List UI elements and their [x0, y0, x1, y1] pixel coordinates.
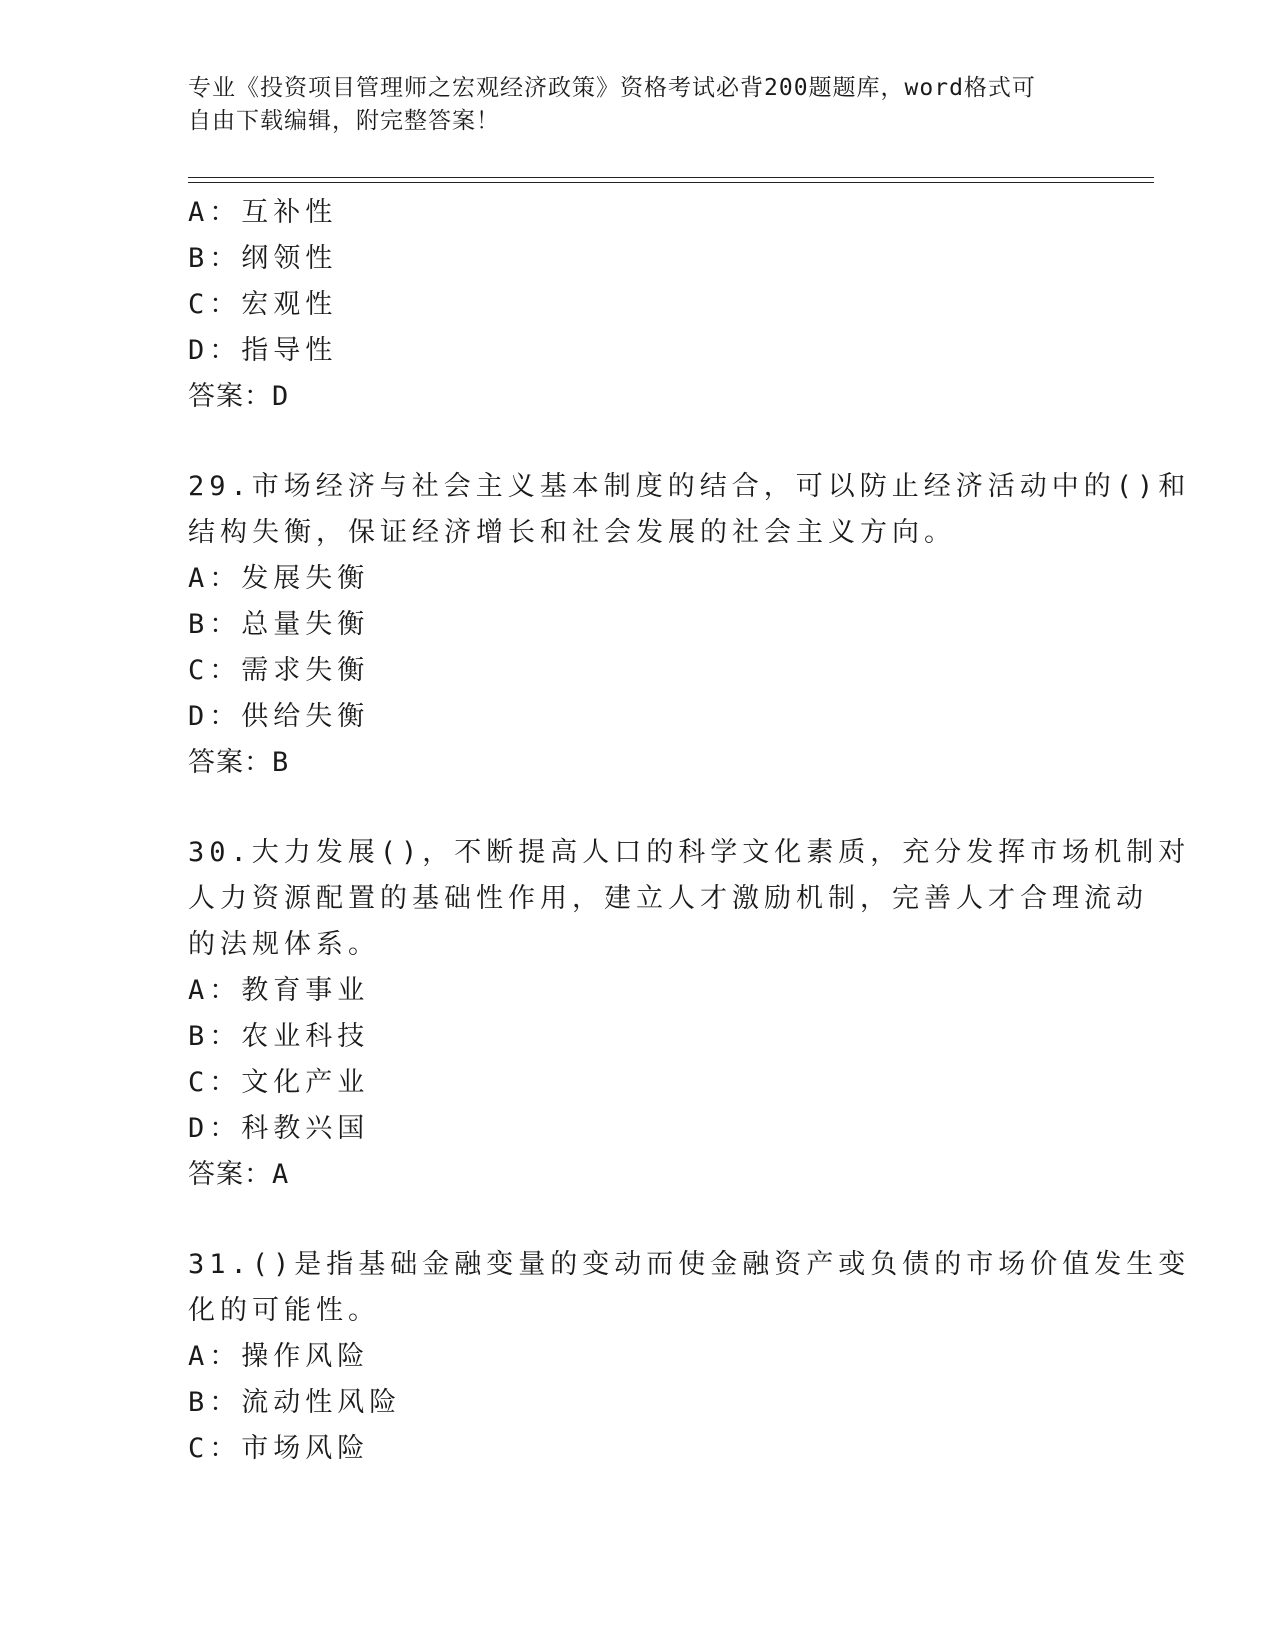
option-b: B：农业科技 [188, 1021, 370, 1052]
header-line-1: 专业《投资项目管理师之宏观经济政策》资格考试必背200题题库，word格式可 [188, 75, 1036, 101]
header-line-2: 自由下载编辑，附完整答案！ [188, 108, 500, 134]
question-text-line: 人力资源配置的基础性作用，建立人才激励机制，完善人才合理流动 [188, 883, 1148, 914]
option-d: D：供给失衡 [188, 701, 370, 732]
question-text-line: 31.()是指基础金融变量的变动而使金融资产或负债的市场价值发生变 [188, 1249, 1191, 1280]
answer-line: 答案：A [188, 1159, 290, 1190]
question-spacer [188, 786, 1088, 830]
option-a: A：教育事业 [188, 975, 370, 1006]
question-31 [188, 1242, 1191, 1472]
option-b: B：总量失衡 [188, 609, 370, 640]
question-30 [188, 830, 1191, 1198]
option-a: A：操作风险 [188, 1341, 370, 1372]
option-c: C：宏观性 [188, 289, 338, 320]
question-text-line: 结构失衡，保证经济增长和社会发展的社会主义方向。 [188, 517, 956, 548]
option-b: B：流动性风险 [188, 1387, 402, 1418]
question-29 [188, 464, 1191, 786]
answer-line: 答案：D [188, 381, 290, 412]
question-28 [188, 190, 1088, 420]
answer-line: 答案：B [188, 747, 290, 778]
question-text-line: 的法规体系。 [188, 929, 380, 960]
header-divider-bottom [188, 182, 1154, 183]
option-d: D：科教兴国 [188, 1113, 370, 1144]
question-text-line: 化的可能性。 [188, 1295, 380, 1326]
header-divider-top [188, 177, 1154, 178]
option-a: A：发展失衡 [188, 563, 370, 594]
option-c: C：市场风险 [188, 1433, 370, 1464]
question-text-line: 30.大力发展()，不断提高人口的科学文化素质，充分发挥市场机制对 [188, 837, 1191, 868]
option-c: C：文化产业 [188, 1067, 370, 1098]
question-text-line: 29.市场经济与社会主义基本制度的结合，可以防止经济活动中的()和 [188, 471, 1191, 502]
option-b: B：纲领性 [188, 243, 338, 274]
option-c: C：需求失衡 [188, 655, 370, 686]
question-list [188, 190, 1191, 1472]
option-d: D：指导性 [188, 335, 338, 366]
document-header [188, 72, 1088, 138]
question-spacer [188, 420, 1088, 464]
option-a: A：互补性 [188, 197, 338, 228]
question-spacer [188, 1198, 1088, 1242]
